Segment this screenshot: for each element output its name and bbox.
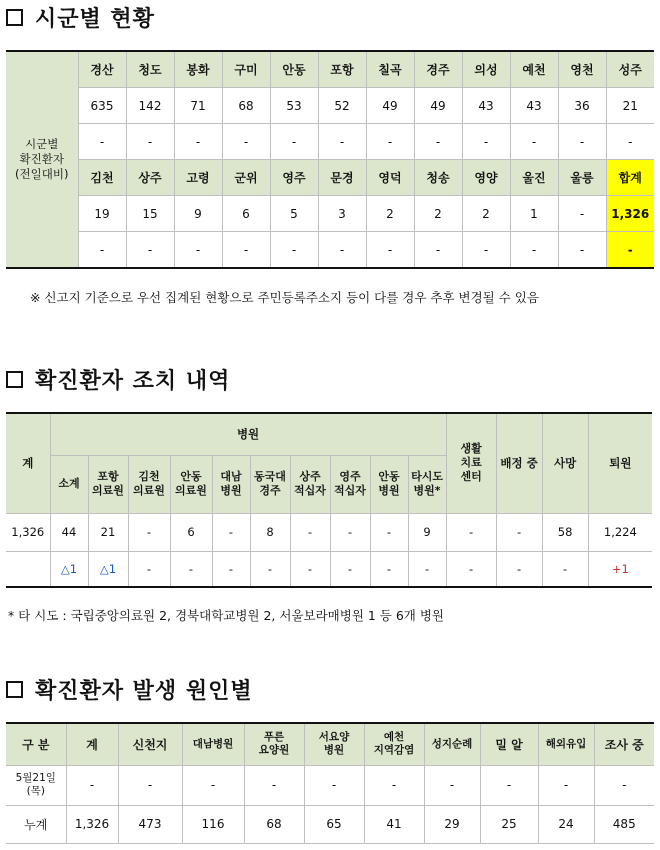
region-count: 142 [126, 88, 174, 124]
cause-daily: - [538, 765, 594, 805]
region-header: 울진 [510, 160, 558, 196]
region-count: 49 [366, 88, 414, 124]
header-hospital: 병원 [50, 413, 446, 455]
cause-total: 485 [594, 805, 654, 843]
cause-total: 65 [304, 805, 364, 843]
section-title-measures [6, 364, 230, 395]
measure-change: - [330, 551, 370, 587]
cause-header: 신천지 [118, 723, 182, 765]
measure-value: 1,326 [6, 513, 50, 551]
region-change: - [414, 124, 462, 160]
cause-total: 29 [424, 805, 480, 843]
cause-header: 성지순례 [424, 723, 480, 765]
row-label-daily: 5월21일 (목) [6, 765, 66, 805]
region-count: 21 [606, 88, 654, 124]
region-header: 청도 [126, 51, 174, 88]
cause-daily: - [118, 765, 182, 805]
region-change: - [558, 232, 606, 269]
hospital-subheader: 대남 병원 [212, 455, 250, 513]
region-count: 635 [78, 88, 126, 124]
cause-total: 25 [480, 805, 538, 843]
hospital-subheader: 상주 적십자 [290, 455, 330, 513]
measure-value: 1,224 [588, 513, 652, 551]
region-change: - [366, 124, 414, 160]
cause-header: 계 [66, 723, 118, 765]
cause-daily: - [480, 765, 538, 805]
cause-total: 41 [364, 805, 424, 843]
region-header: 봉화 [174, 51, 222, 88]
header-death: 사망 [542, 413, 588, 513]
measure-change: △1 [50, 551, 88, 587]
region-header: 영덕 [366, 160, 414, 196]
region-header: 상주 [126, 160, 174, 196]
hospital-subheader: 타시도 병원* [408, 455, 446, 513]
region-change: - [222, 124, 270, 160]
hospital-subheader: 소계 [50, 455, 88, 513]
cause-total: 473 [118, 805, 182, 843]
measure-change: - [446, 551, 496, 587]
region-change: - [318, 124, 366, 160]
cause-header: 밀 알 [480, 723, 538, 765]
region-header: 성주 [606, 51, 654, 88]
cause-total: 68 [244, 805, 304, 843]
header-total: 계 [6, 413, 50, 513]
region-change: - [78, 124, 126, 160]
header-living-center: 생활 치료 센터 [446, 413, 496, 513]
region-change: - [366, 232, 414, 269]
region-header: 청송 [414, 160, 462, 196]
cause-header: 서요양 병원 [304, 723, 364, 765]
measure-value: - [330, 513, 370, 551]
region-header: 영천 [558, 51, 606, 88]
region-header: 군위 [222, 160, 270, 196]
measure-value: - [496, 513, 542, 551]
region-count: 71 [174, 88, 222, 124]
region-header: 영주 [270, 160, 318, 196]
measure-change: - [212, 551, 250, 587]
hospital-subheader: 김천 의료원 [128, 455, 170, 513]
hospital-subheader: 안동 의료원 [170, 455, 212, 513]
cause-header: 해외유입 [538, 723, 594, 765]
cause-header: 조사 중 [594, 723, 654, 765]
region-count: 68 [222, 88, 270, 124]
region-change: - [126, 124, 174, 160]
row-label-total: 누계 [6, 805, 66, 843]
region-header: 예천 [510, 51, 558, 88]
measure-change: - [370, 551, 408, 587]
cause-daily: - [244, 765, 304, 805]
measure-value: - [370, 513, 408, 551]
hospital-subheader: 포항 의료원 [88, 455, 128, 513]
measure-value: - [290, 513, 330, 551]
region-count: 15 [126, 196, 174, 232]
hospital-subheader: 영주 적십자 [330, 455, 370, 513]
region-count: 49 [414, 88, 462, 124]
region-change: - [174, 124, 222, 160]
region-change: - [174, 232, 222, 269]
region-count: 53 [270, 88, 318, 124]
region-change: - [78, 232, 126, 269]
region-change: - [558, 124, 606, 160]
total-count: 1,326 [606, 196, 654, 232]
cause-daily: - [182, 765, 244, 805]
section1-note: ※ 신고지 기준으로 우선 집계된 현황으로 주민등록주소지 등이 다를 경우 추후 변경될 수 있음 [30, 290, 539, 305]
region-change: - [270, 232, 318, 269]
region-header: 의성 [462, 51, 510, 88]
region-count: 19 [78, 196, 126, 232]
section3-title-text: 확진환자 발생 원인별 [35, 679, 253, 704]
patient-measures-table [6, 412, 652, 588]
region-header: 울릉 [558, 160, 606, 196]
region-count: 3 [318, 196, 366, 232]
side-label: 시군별 확진환자 (전일대비) [6, 51, 78, 268]
measure-value: - [446, 513, 496, 551]
measure-value: 58 [542, 513, 588, 551]
cause-daily: - [66, 765, 118, 805]
region-header: 김천 [78, 160, 126, 196]
measure-value: 9 [408, 513, 446, 551]
measure-value: - [128, 513, 170, 551]
section1-title-text: 시군별 현황 [35, 7, 155, 32]
region-change: - [510, 124, 558, 160]
cause-header: 푸른 요양원 [244, 723, 304, 765]
total-header: 합계 [606, 160, 654, 196]
checkbox-square-icon [6, 9, 23, 26]
region-count: 5 [270, 196, 318, 232]
region-header: 포항 [318, 51, 366, 88]
section2-title-text: 확진환자 조치 내역 [35, 369, 231, 394]
measure-change: - [542, 551, 588, 587]
cause-header: 대남병원 [182, 723, 244, 765]
checkbox-square-icon [6, 371, 23, 388]
region-change: - [318, 232, 366, 269]
region-header: 칠곡 [366, 51, 414, 88]
hospital-subheader: 동국대 경주 [250, 455, 290, 513]
region-header: 안동 [270, 51, 318, 88]
measure-change: - [408, 551, 446, 587]
region-change: - [510, 232, 558, 269]
region-count: 52 [318, 88, 366, 124]
section2-note: * 타 시도 : 국립중앙의료원 2, 경북대학교병원 2, 서울보라매병원 1 등 6개 병원 [8, 608, 445, 623]
region-change: - [270, 124, 318, 160]
measure-value: 21 [88, 513, 128, 551]
measure-value: 8 [250, 513, 290, 551]
region-count: 1 [510, 196, 558, 232]
region-header: 영양 [462, 160, 510, 196]
region-change: - [126, 232, 174, 269]
cause-total: 116 [182, 805, 244, 843]
region-count: 2 [414, 196, 462, 232]
measure-change: - [128, 551, 170, 587]
cause-total: 1,326 [66, 805, 118, 843]
checkbox-square-icon [6, 681, 23, 698]
header-waiting: 배정 중 [496, 413, 542, 513]
region-status-table [6, 50, 654, 269]
region-count: - [558, 196, 606, 232]
region-header: 문경 [318, 160, 366, 196]
measure-change [6, 551, 50, 587]
cause-header: 구 분 [6, 723, 66, 765]
region-change: - [606, 124, 654, 160]
section-title-cause [6, 674, 253, 705]
cause-table [6, 722, 654, 844]
hospital-subheader: 안동 병원 [370, 455, 408, 513]
measure-value: - [212, 513, 250, 551]
cause-header: 예천 지역감염 [364, 723, 424, 765]
cause-daily: - [364, 765, 424, 805]
measure-value: 44 [50, 513, 88, 551]
measure-change: +1 [588, 551, 652, 587]
region-count: 2 [462, 196, 510, 232]
region-count: 36 [558, 88, 606, 124]
measure-change: - [290, 551, 330, 587]
measure-change: △1 [88, 551, 128, 587]
region-header: 구미 [222, 51, 270, 88]
region-change: - [462, 124, 510, 160]
region-count: 2 [366, 196, 414, 232]
region-change: - [414, 232, 462, 269]
measure-value: 6 [170, 513, 212, 551]
measure-change: - [170, 551, 212, 587]
region-count: 6 [222, 196, 270, 232]
section-title-by-region [6, 2, 155, 33]
cause-total: 24 [538, 805, 594, 843]
region-change: - [222, 232, 270, 269]
measure-change: - [250, 551, 290, 587]
region-header: 고령 [174, 160, 222, 196]
region-header: 경산 [78, 51, 126, 88]
region-count: 43 [510, 88, 558, 124]
region-count: 9 [174, 196, 222, 232]
cause-daily: - [304, 765, 364, 805]
region-count: 43 [462, 88, 510, 124]
header-discharged: 퇴원 [588, 413, 652, 513]
total-change: - [606, 232, 654, 269]
cause-daily: - [594, 765, 654, 805]
region-change: - [462, 232, 510, 269]
region-header: 경주 [414, 51, 462, 88]
measure-change: - [496, 551, 542, 587]
cause-daily: - [424, 765, 480, 805]
